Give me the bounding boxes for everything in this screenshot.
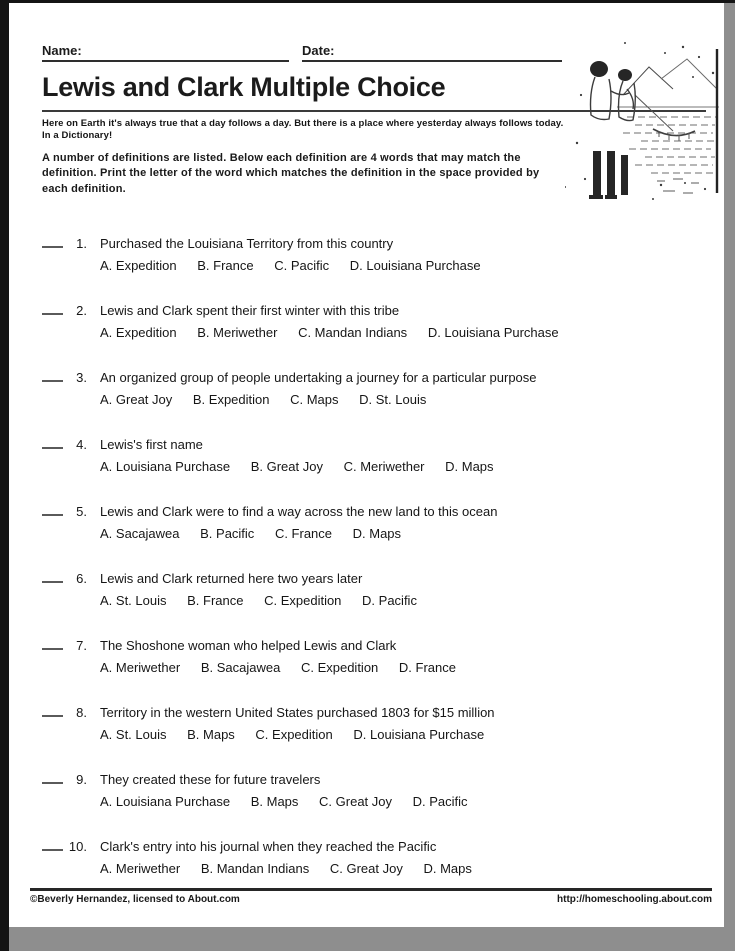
answer-option: C. Pacific [274,257,330,273]
answer-option: A. Meriwether [100,860,181,876]
source-url: http://homeschooling.about.com [557,894,712,905]
question-text: Lewis and Clark returned here two years later [100,570,363,586]
question-text: They created these for future travelers [100,771,321,787]
answer-option: A. Expedition [100,257,177,273]
answer-option: A. Great Joy [100,391,173,407]
answer-option: A. Sacajawea [100,525,180,541]
question-item-6 [42,568,724,609]
answer-option: D. Maps [445,458,494,474]
answer-blank[interactable] [42,434,63,449]
question-item-9 [42,769,724,810]
question-number: 6. [76,570,87,586]
scan-border-left [0,0,9,951]
answer-options [100,861,724,877]
answer-option: C. Expedition [255,726,333,742]
question-number: 9. [76,771,87,787]
question-list [42,233,724,877]
answer-option: B. Expedition [192,391,270,407]
answer-option: B. Meriwether [197,324,278,340]
answer-option: A. Louisiana Purchase [100,458,231,474]
answer-options [100,727,724,743]
question-number: 1. [76,235,87,251]
answer-options [100,526,724,542]
date-field[interactable] [302,43,562,62]
answer-blank[interactable] [42,635,63,650]
answer-option: B. France [187,592,244,608]
question-text: The Shoshone woman who helped Lewis and Clark [100,637,397,653]
answer-blank[interactable] [42,769,63,784]
question-text: Lewis and Clark spent their first winter with this tribe [100,302,400,318]
footer-rule [30,888,712,891]
lewis-clark-illustration-icon [565,33,731,207]
answer-option: C. Expedition [300,659,379,675]
answer-options [100,459,724,475]
answer-blank[interactable] [42,501,63,516]
answer-option: D. Louisiana Purchase [353,726,485,742]
question-number: 3. [76,369,87,385]
answer-option: B. Maps [250,793,299,809]
answer-blank[interactable] [42,568,63,583]
answer-option: D. France [398,659,456,675]
question-item-3 [42,367,724,408]
riddle-text: Here on Earth it's always true that a day follows a day. But there is a place where yesterday always follows today. In a Dictionary! [42,118,564,141]
answer-option: A. Expedition [100,324,177,340]
question-item-8 [42,702,724,743]
answer-option: C. Meriwether [343,458,425,474]
question-text: Purchased the Louisiana Territory from this country [100,235,394,251]
answer-options [100,258,724,274]
page-title: Lewis and Clark Multiple Choice [42,72,446,102]
instructions-text: A number of definitions are listed. Below each definition are 4 words that may match the definition. Print the letter of the word which matches the definition in the space provided by each definition. [42,151,540,195]
question-text: Lewis and Clark were to find a way across the new land to this ocean [100,503,498,519]
question-item-10 [42,836,724,877]
answer-options [100,392,724,408]
answer-option: B. Pacific [200,525,255,541]
answer-option: D. Louisiana Purchase [427,324,559,340]
answer-option: A. Meriwether [100,659,181,675]
copyright-text: ©Beverly Hernandez, licensed to About.com [30,894,240,905]
name-field[interactable] [42,43,289,62]
question-text: Lewis's first name [100,436,203,452]
answer-option: C. Great Joy [329,860,403,876]
answer-option: D. Maps [352,525,402,541]
answer-option: D. Pacific [412,793,468,809]
question-item-4 [42,434,724,475]
question-item-2 [42,300,724,341]
question-number: 5. [76,503,87,519]
answer-option: C. France [274,525,333,541]
answer-option: A. St. Louis [100,592,167,608]
answer-blank[interactable] [42,233,63,248]
answer-option: B. France [197,257,254,273]
question-text: Clark's entry into his journal when they reached the Pacific [100,838,437,854]
answer-option: A. Louisiana Purchase [100,793,231,809]
page-footer [30,888,712,905]
answer-option: D. Pacific [362,592,417,608]
question-number: 10. [68,838,87,854]
question-item-5 [42,501,724,542]
answer-option: D. Louisiana Purchase [349,257,481,273]
answer-option: C. Maps [290,391,339,407]
question-text: Territory in the western United States purchased 1803 for $15 million [100,704,495,720]
answer-option: D. St. Louis [359,391,427,407]
answer-options [100,593,724,609]
name-date-row [42,43,569,62]
answer-option: C. Great Joy [319,793,392,809]
question-number: 7. [76,637,87,653]
date-label: Date: [302,43,335,58]
answer-option: A. St. Louis [100,726,167,742]
answer-option: C. Mandan Indians [298,324,408,340]
question-number: 8. [76,704,87,720]
question-item-7 [42,635,724,676]
question-number: 2. [76,302,87,318]
question-text: An organized group of people undertaking a journey for a particular purpose [100,369,537,385]
answer-blank[interactable] [42,300,63,315]
answer-option: B. Great Joy [250,458,323,474]
answer-blank[interactable] [42,836,63,851]
answer-option: B. Sacajawea [200,659,281,675]
page-content [9,3,724,927]
answer-option: B. Maps [187,726,235,742]
answer-option: B. Mandan Indians [200,860,310,876]
answer-blank[interactable] [42,702,63,717]
answer-options [100,325,724,341]
answer-option: D. Maps [423,860,472,876]
answer-option: C. Expedition [264,592,342,608]
answer-options [100,660,724,676]
worksheet-page [9,3,724,927]
name-label: Name: [42,43,82,58]
answer-options [100,794,724,810]
answer-blank[interactable] [42,367,63,382]
question-number: 4. [76,436,87,452]
question-item-1 [42,233,724,274]
